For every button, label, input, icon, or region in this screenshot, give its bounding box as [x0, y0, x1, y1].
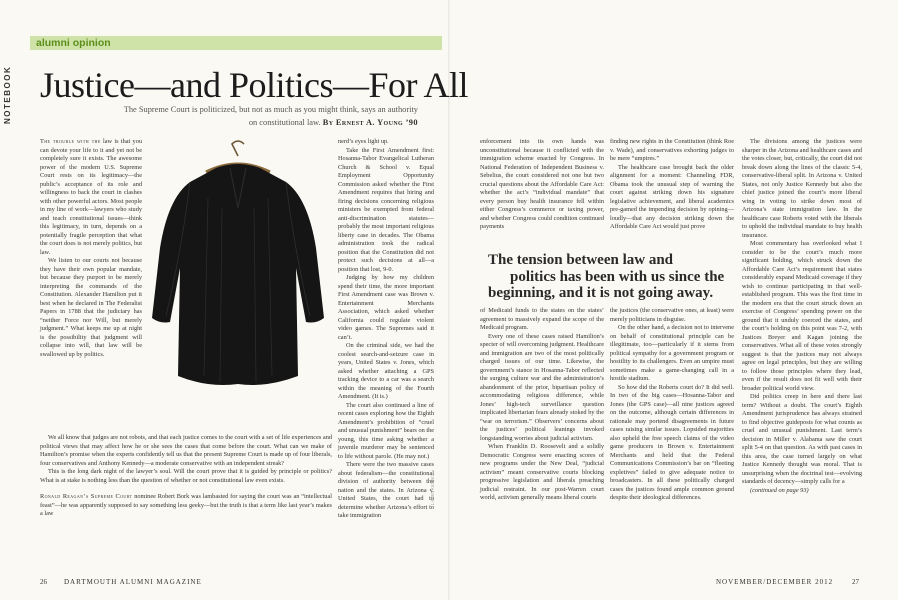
column-1-wide: We all know that judges are not robots, and that each justice comes to the court with a set of life experiences and political views that may affect how he or she sees the cases that come before the court. What can we make of Hamilton’s promise when the experts confidently tell us that the present Supreme Court is made up of four liberals, four conservatives and Anthony Kennedy—a moderate conservative with an independent streak? This is the long dark night of the lawyer’s soul. Will the court prove that it is guided by principle or politics? What is at stake is nothing less than the question of whether or not constitutional law even exists. Ronald Reagan’s Supreme Court nominee Robert Bork was lambasted for saying the court was an “intellectual feast”—he was apparently supposed to say something less geeky—but the truth is that a term like last year’s makes a law — [40, 434, 332, 517]
column-2: nerd’s eyes light up. Take the First Amendment first: Hosanna-Tabor Evangelical Lutheran Church & School v. Equal Employment Opportunity Commission asked whether the First Amendment requires that hiring and firing decisions concerning religious ministers be exempted from federal anti-discrimination statutes—probably the most important religious liberty case in decades. The Obama administration took the radical position that the Constitution did not protect such decisions at all—a position that lost, 9-0. Judging by how my children spend their time, the more important First Amendment case was Brown v. Entertainment Merchants Association, which asked whether California could regulate violent video games. The Supremes said it can’t. On the criminal side, we had the coolest search-and-seizure case in years, United States v. Jones, which asked whether attaching a GPS tracking device to a car was a search within the meaning of the Fourth Amendment. (It is.) The court also continued a line of recent cases exploring how the Eighth Amendment’s prohibition of “cruel and unusual punishment” bears on the young, this time asking whether a juvenile murderer may be sentenced to life without parole. (He may not.) There were the two massive cases about federalism—the constitutional division of authority between the nation and the states. In Arizona v. United States, the court had to determine whether Arizona’s effort to take immigration — [338, 138, 435, 519]
issue-date: NOVEMBER/DECEMBER 2012 — [716, 578, 834, 586]
column-5: The divisions among the justices were sharper in the Arizona and healthcare cases and the votes closer, but, critically, the court did not break down along the lines of the classic 5-4, conservative-liberal split. In Arizona v. United States, not only Justice Kennedy but also the chief justice joined the court’s more liberal wing in voting to strike down most of Arizona’s state immigration law. In the healthcare case Roberts voted with the liberals to uphold the individual mandate to buy health insurance. Most commentary has overlooked what I consider to be the court’s much more significant holding, which struck down the Affordable Care Act’s requirement that states considerably expand Medicaid coverage if they wish to continue participating in that well-established program. This was the first time in the modern era that the court struck down an exercise of Congress’ spending power on the ground that it unduly coerced the states, and the court’s holding on this point was 7-2, with Justices Breyer and Kagan joining the conservatives. What all of these votes strongly suggest is that the justices may not always agree on legal principles, but they are willing to follow those principles where they lead, even if the result does not fit well with their broader political world view. Did politics creep in here and there last term? Without a doubt. The court’s Eighth Amendment jurisprudence has always strained to find objective guideposts for what counts as cruel and unusual punishment. Last term’s decision in Miller v. Alabama saw the court split 5-4 on that question. As with past cases in this area, the case turned largely on what Justice Kennedy thought was moral. That is unsurprising when the doctrinal test—evolving standards of decency—simply calls for a (continued on page 93) — [742, 138, 862, 494]
column-3-bottom: of Medicaid funds to the states on the states’ agreement to massively expand the scope of the Medicaid program. Every one of these cases raised Hamilton’s specter of will overcoming judgment. Healthcare and immigration are two of the most politically charged issues of our time. Likewise, the government’s stance in Hosanna-Tabor reflected the surging culture war and the administration’s abandonment of the prior, bipartisan policy of accommodating religious difference, while Jones’ high-tech surveillance question implicated libertarian fears already stoked by the “war on terrorism.” Observers’ concerns about the justices’ political leanings invoked longstanding worries about judicial activism. When Franklin D. Roosevelt and a solidly Democratic Congress were enacting scores of new programs under the New Deal, “judicial activism” meant conservative courts blocking progressive legislation and liberals preaching judicial restraint. In our post-Warren court world, activism generally means liberal courts — [480, 307, 604, 501]
right-page-number: 27 — [852, 578, 859, 586]
pull-quote: The tension between law and politics has been with us since the beginning, and it is not going away. — [488, 252, 725, 301]
column-4-bottom: the justices (the conservative ones, at least) were merely politicians in disguise. On the other hand, a decision not to intervene on behalf of constitutional principle can be illegitimate, too—particularly if it stems from political sympathy for a government program or hostility to its challengers. Even an umpire must sometimes make a game-changing call in a hostile stadium. So how did the Roberts court do? It did well. In two of the big cases—Hosanna-Tabor and Jones (the GPS case)—all nine justices agreed on the outcome, although certain differences in rationale may portend disagreements in future cases raising similar issues. Lopsided majorities also upheld the free speech claims of the video game producers in Brown v. Entertainment Merchants and held that the Federal Communications Commission’s bar on “fleeting expletives” failed to give adequate notice to broadcasters. In all these politically charged cases the justices found ample common ground despite their ideological differences. — [610, 307, 734, 501]
continued-note: (continued on page 93) — [750, 486, 809, 494]
judge-robe-photo — [146, 138, 332, 406]
left-magazine-name: DARTMOUTH ALUMNI MAGAZINE — [64, 578, 202, 586]
left-page-number: 26 — [40, 578, 47, 586]
column-4-top: finding new rights in the Constitution (think Roe v. Wade), and conservatives exhorting judges to be mere “umpires.” The healthcare case brought back the older alignment for a moment: Channeling FDR, Obama took the unusual step of warning the court against striking down his signature legislative achievement, and liberal academics pre-gamed the impending decision by opining—loudly—that any decision striking down the Affordable Care Act would just prove — [610, 138, 734, 230]
photo-credit: LARRY GOING — [430, 474, 435, 505]
notebook-label: NOTEBOOK — [3, 65, 12, 124]
section-title: alumni opinion — [36, 37, 111, 49]
byline: By Ernest A. Young ’90 — [322, 117, 418, 127]
hanger-hook-icon — [232, 141, 244, 156]
robe-body — [152, 164, 324, 385]
deck: The Supreme Court is politicized, but not as much as you might think, says an authority on constitutional law. By Ernest A. Young ’90 — [123, 105, 418, 127]
column-3-top: enforcement into its own hands was unconstitutional because it conflicted with the immigration scheme enacted by Congress. In National Federation of Independent Business v. Sebelius, the court considered not one but two crucial questions about the Affordable Care Act: whether the act’s “individual mandate” that every person buy health insurance fell within either Congress’s commerce or taxing power, and whether Congress could condition continued payments — [480, 138, 604, 230]
headline: Justice—and Politics—For All — [40, 65, 469, 105]
column-1: The trouble with the law is that you can devote your life to it and yet not be completely sure it exists. The awesome power of the modern U.S. Supreme Court rests on its legitimacy—the public’s acceptance of its role and willingness to back the court in clashes with other powerful actors. Most people in my line of work—lawyers who study and teach constitutional issues—think this legitimacy, in turn, depends on a potentially fragile perception that what the court does is not merely politics, but law. We listen to our courts not because they have their own popular mandate, but because they purport to be merely interpreting the commands of the Constitution. Alexander Hamilton put it best when he declared in The Federalist Papers in 1788 that the judiciary has “neither Force nor Will, but merely judgment.” What keeps me up at night is the possibility that judgment will collapse into will, that law will be swallowed up by politics. — [40, 138, 142, 358]
